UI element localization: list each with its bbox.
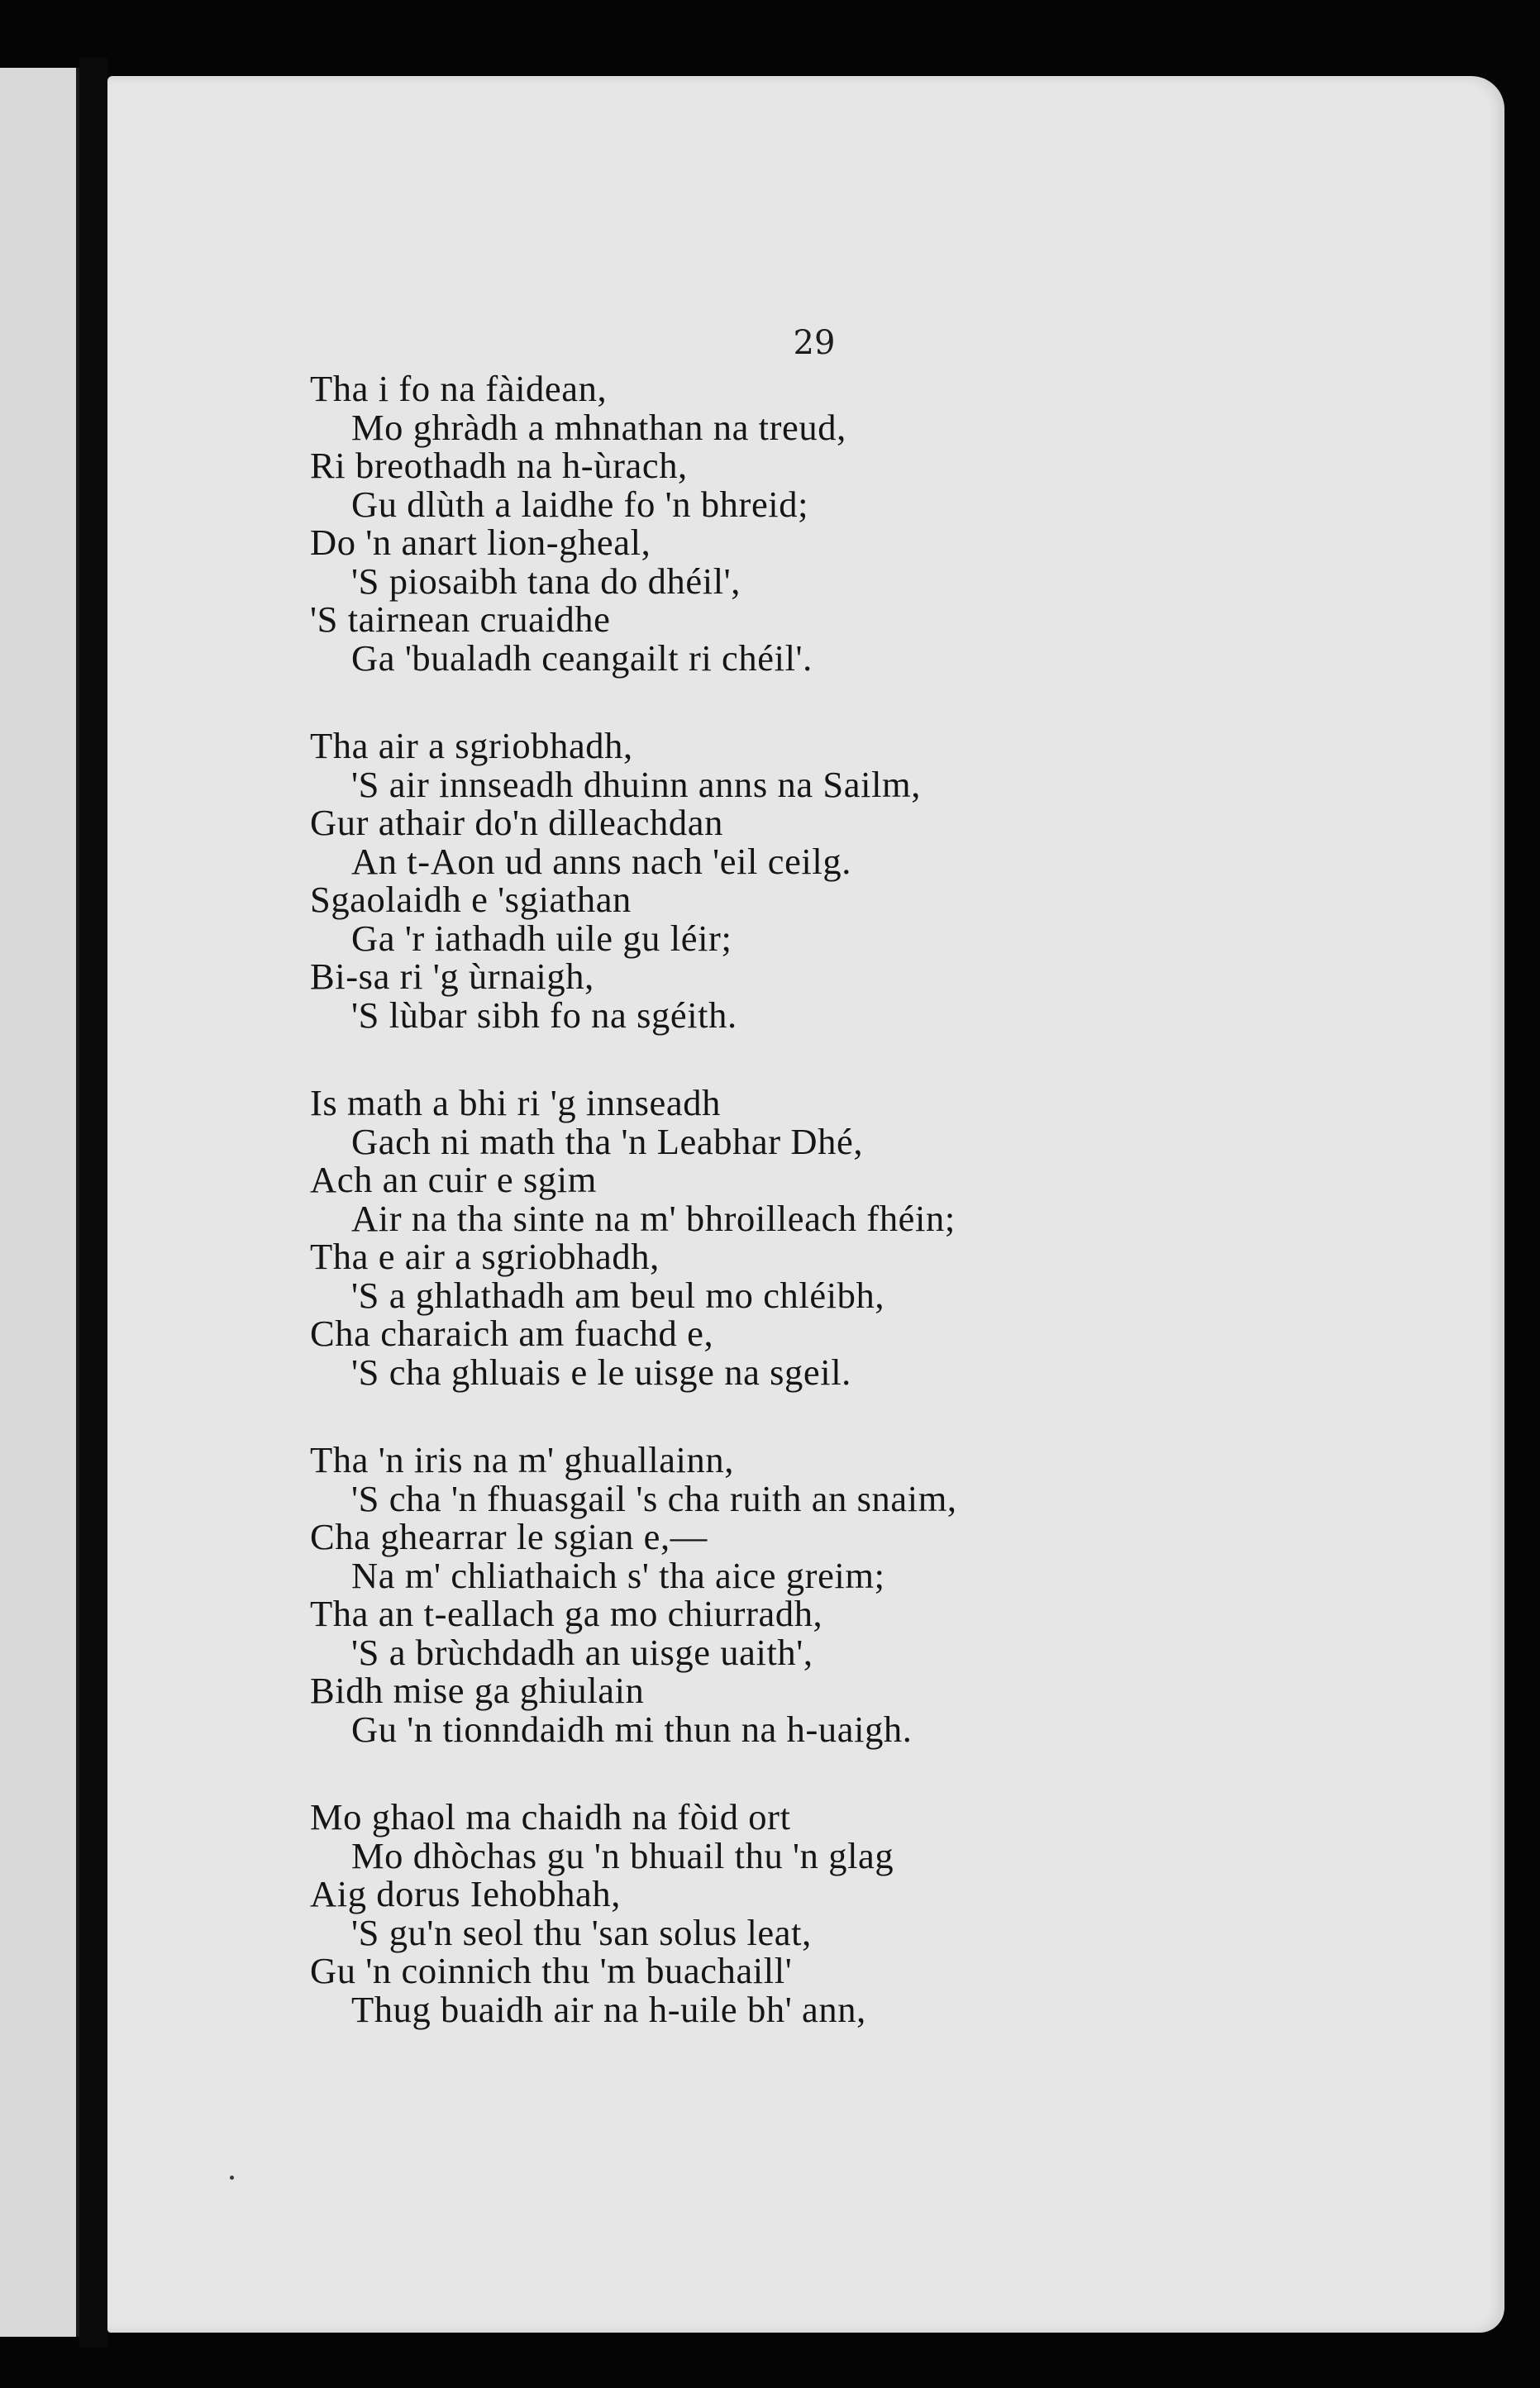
poem-line: 'S tairnean cruaidhe	[310, 598, 611, 640]
stanza-2	[310, 727, 1302, 1034]
poem-line: 'S cha ghluais e le uisge na sgeil.	[351, 1351, 851, 1393]
poem-line: 'S a brùchdadh an uisge uaith',	[351, 1631, 813, 1673]
poem-line: 'S cha 'n fhuasgail 's cha ruith an snaim,	[351, 1477, 957, 1519]
stanza-4	[310, 1441, 1302, 1748]
poem-line: Tha an t-eallach ga mo chiurradh,	[310, 1593, 823, 1634]
poem-line: An t-Aon ud anns nach 'eil ceilg.	[351, 840, 851, 882]
poem-line: Gu 'n tionndaidh mi thun na h-uaigh.	[351, 1708, 913, 1750]
poem-body	[310, 369, 1302, 2028]
poem-line: Gu dlùth a laidhe fo 'n bhreid;	[351, 483, 809, 525]
poem-line: Mo ghràdh a mhnathan na treud,	[351, 406, 846, 448]
book-binding-gutter	[79, 58, 107, 2347]
poem-line: Ga 'bualadh ceangailt ri chéil'.	[351, 636, 813, 679]
poem-line: Ga 'r iathadh uile gu léir;	[351, 917, 732, 959]
scan-speck	[230, 2176, 234, 2180]
poem-line: 'S a ghlathadh am beul mo chléibh,	[351, 1274, 885, 1316]
poem-line: Bi-sa ri 'g ùrnaigh,	[310, 956, 594, 997]
poem-line: Tha air a sgriobhadh,	[310, 725, 633, 766]
poem-line: Mo ghaol ma chaidh na fòid ort	[310, 1796, 791, 1837]
poem-line: Air na tha sinte na m' bhroilleach fhéin;	[351, 1197, 956, 1239]
poem-line: Ach an cuir e sgim	[310, 1159, 597, 1200]
poem-line: 'S gu'n seol thu 'san solus leat,	[351, 1911, 812, 1953]
page-number: 29	[793, 324, 836, 362]
poem-line: 'S air innseadh dhuinn anns na Sailm,	[351, 763, 921, 805]
poem-line: Is math a bhi ri 'g innseadh	[310, 1082, 721, 1123]
poem-line: Cha ghearrar le sgian e,—	[310, 1516, 708, 1557]
poem-line: Mo dhòchas gu 'n bhuail thu 'n glag	[351, 1834, 894, 1876]
poem-line: Tha i fo na fàidean,	[310, 368, 608, 409]
poem-line: Thug buaidh air na h-uile bh' ann,	[351, 1988, 866, 2030]
poem-line: Tha 'n iris na m' ghuallainn,	[310, 1439, 734, 1480]
poem-line: 'S lùbar sibh fo na sgéith.	[351, 994, 737, 1036]
poem-line: Gu 'n coinnich thu 'm buachaill'	[310, 1950, 793, 1991]
poem-line: Do 'n anart lion-gheal,	[310, 522, 651, 563]
stanza-1	[310, 369, 1302, 677]
stanza-3	[310, 1084, 1302, 1391]
poem-line: Gur athair do'n dilleachdan	[310, 802, 723, 843]
poem-line: Cha charaich am fuachd e,	[310, 1313, 714, 1354]
stanza-5	[310, 1798, 1302, 2028]
poem-line: Aig dorus Iehobhah,	[310, 1873, 621, 1914]
poem-line: 'S piosaibh tana do dhéil',	[351, 560, 741, 602]
poem-line: Na m' chliathaich s' tha aice greim;	[351, 1554, 885, 1596]
poem-line: Ri breothadh na h-ùrach,	[310, 445, 688, 486]
poem-line: Tha e air a sgriobhadh,	[310, 1236, 660, 1277]
poem-line: Sgaolaidh e 'sgiathan	[310, 879, 632, 920]
book-page	[107, 76, 1504, 2333]
facing-page-edge	[0, 68, 79, 2337]
poem-line: Gach ni math tha 'n Leabhar Dhé,	[351, 1120, 864, 1162]
poem-line: Bidh mise ga ghiulain	[310, 1670, 645, 1711]
